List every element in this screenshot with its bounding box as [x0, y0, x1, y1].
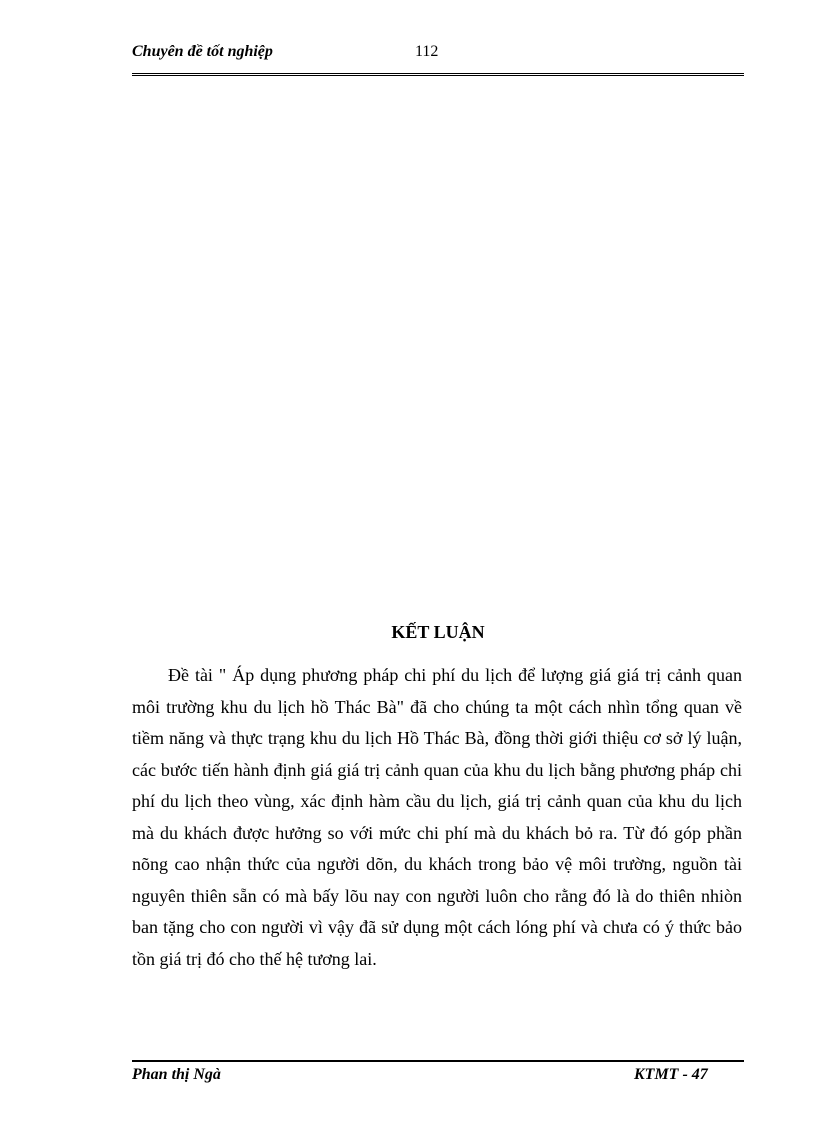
class-code: KTMT - 47: [634, 1066, 708, 1083]
page-number: 112: [415, 43, 439, 60]
section-title: KẾT LUẬN: [391, 622, 485, 642]
conclusion-paragraph: Đề tài " Áp dụng phương pháp chi phí du lịch để lượng giá giá trị cảnh quan môi trường khu du lịch hồ Thác Bà" đã cho chúng ta một cách nhìn tổng quan về tiềm năng và thực trạng khu du lịch Hồ Thác Bà, đồng thời giới thiệu cơ sở lý luận, các bước tiến hành định giá giá trị cảnh quan của khu du lịch bằng phương pháp chi phí du lịch theo vùng, xác định hàm cầu du lịch, giá trị cảnh quan của khu du lịch mà du khách được hưởng so với mức chi phí mà du khách bỏ ra. Từ đó góp phần nõng cao nhận thức của người dõn, du khách trong bảo vệ môi trường, nguồn tài nguyên thiên sẵn có mà bấy lõu nay con người luôn cho rằng đó là do thiên nhiòn ban tặng cho con người vì vậy đã sử dụng một cách lóng phí và chưa có ý thức bảo tồn giá trị đó cho thế hệ tương lai.: [132, 665, 742, 969]
author-name: Phan thị Ngà: [132, 1066, 221, 1083]
footer-divider: [132, 1060, 744, 1062]
page-header: [132, 40, 744, 80]
page-footer: [132, 1060, 744, 1092]
document-title: Chuyên đề tốt nghiệp: [132, 43, 273, 60]
header-divider: [132, 73, 744, 76]
